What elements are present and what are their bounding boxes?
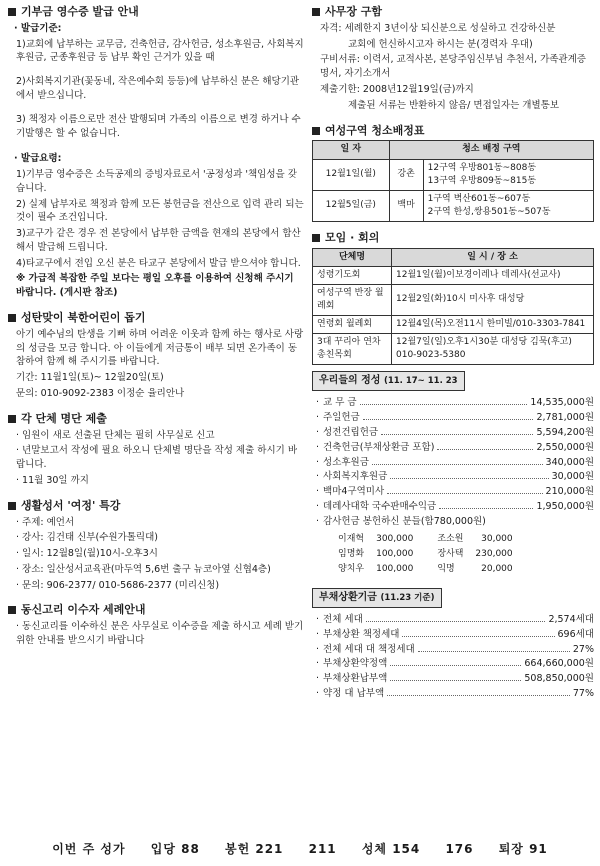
- meetings-table: [312, 248, 594, 365]
- donor-amount: 30,000: [481, 534, 513, 545]
- amount-label: 데레사대학 국수판매수익금: [323, 500, 437, 512]
- table-row: [313, 159, 594, 190]
- table-row: [313, 266, 594, 284]
- amount-label: 전체 세대: [323, 614, 363, 625]
- cleaning-area: 강촌: [389, 159, 423, 190]
- table-row: [313, 284, 594, 315]
- amount-row: · 백마4구역미사 210,000원: [316, 486, 594, 498]
- dot-leader: [390, 657, 521, 666]
- amount-value: 664,660,000원: [524, 658, 594, 670]
- amount-label: 주일헌금: [323, 412, 360, 424]
- donor-name: 조소원: [437, 534, 464, 545]
- donor-name: 양치우: [338, 564, 365, 575]
- table-header: 단체명: [313, 248, 392, 266]
- christmas-body: 아기 예수님의 탄생을 기뻐 하며 어려운 이웃과 함께 하는 행사로 사랑의 성금을 모금 합니다. 아 이들에게 저금통이 배부 되면 온가족이 동참하여 함께 해 주시기를 바랍니다.: [16, 328, 304, 368]
- bible-item: · 일시: 12월8일(월)10시-오후3시: [16, 548, 158, 560]
- debt-list: [312, 613, 594, 701]
- meeting-name: 여성구역 반장 월례회: [313, 284, 392, 315]
- amount-row: · 성전건립헌금 5,594,200원: [316, 427, 594, 438]
- bullet-square-icon: [312, 234, 320, 242]
- amount-value: 340,000원: [545, 456, 594, 468]
- amount-row: · 부채상환 책정세대 696세대: [316, 628, 594, 640]
- office-line: 제출된 서류는 반환하지 않음/ 면접일자는 개별통보: [348, 99, 560, 111]
- table-row: [313, 190, 594, 221]
- hymn-recessional: 퇴장 91: [498, 841, 548, 856]
- receipt-title: 기부금 영수증 발급 안내: [8, 4, 304, 20]
- groups-item: · 년말보고서 작성에 필요 하오니 단체별 명단을 작성 제출 하시기 바랍니다.: [16, 445, 297, 471]
- cleaning-zone: 1구역 벽산601동~607동: [427, 193, 531, 204]
- amount-label: 약정 대 납부액: [323, 687, 385, 699]
- cleaning-zone: 2구역 한성,쌍용501동~507동: [427, 206, 551, 217]
- left-column: [8, 4, 304, 650]
- amount-row: · 교 무 금 14,535,000원: [316, 397, 594, 409]
- hymn-footer: [0, 841, 600, 858]
- donor-amount: 100,000: [376, 564, 414, 575]
- amount-row: · 주일헌금 2,781,000원: [316, 412, 594, 424]
- office-title: 사무장 구함: [312, 4, 594, 20]
- table-row: [313, 315, 594, 333]
- dot-leader: [363, 411, 534, 420]
- criteria-item: 3) 책정자 이름으로만 전산 발행되며 가족의 이름으로 변경 하거나 수기발행은 할 수 없습니다.: [16, 113, 301, 139]
- cleaning-table: [312, 140, 594, 221]
- dot-leader: [372, 456, 543, 465]
- offering-period: (11. 17~ 11. 23: [383, 375, 458, 386]
- amount-label: 성전건립헌금: [323, 427, 379, 438]
- dot-leader: [439, 500, 533, 509]
- dot-leader: [387, 687, 570, 696]
- steps-item: 1)기부금 영수증은 소득공제의 증빙자료로서 '공정성과 '책임성을 갖습니다.: [16, 169, 297, 194]
- steps-item: 2) 실제 납부자로 책정과 함께 모든 봉헌금을 전산으로 입력 관리 되는것이 필수 조건입니다.: [16, 198, 304, 224]
- table-row: [332, 547, 519, 562]
- bullet-square-icon: [8, 8, 16, 16]
- steps-item: 3)교구가 같은 경우 전 본당에서 납부한 금액을 현재의 본당에서 합산해서 발급해 드립니다.: [16, 228, 301, 253]
- debt-title: 부채상환기금 (11.23 기준): [312, 588, 442, 609]
- table-row: [332, 562, 519, 577]
- cleaning-zone: 12구역 우방801동~808동: [427, 162, 537, 173]
- hymn-communion: 성체 154: [361, 841, 421, 856]
- steps-item: 4)타교구에서 전입 오신 분은 타교구 본당에서 발급 받으셔야 합니다.: [16, 257, 301, 269]
- steps-heading: · 발급요령:: [14, 153, 62, 165]
- amount-value: 77%: [572, 687, 594, 699]
- donor-amount: 300,000: [376, 534, 414, 545]
- amount-value: 1,950,000원: [536, 500, 594, 512]
- table-header: 일 시 / 장 소: [392, 248, 594, 266]
- office-line: 교회에 헌신하시고자 하시는 분(경력자 우대): [348, 38, 533, 50]
- amount-value: 27%: [572, 643, 594, 655]
- meetings-title: 모임 · 회의: [312, 230, 594, 246]
- bullet-square-icon: [312, 8, 320, 16]
- donor-amount: 20,000: [481, 564, 513, 575]
- groups-item: · 임원이 새로 선출된 단체는 필히 사무실로 신고: [16, 429, 215, 441]
- donor-amount: 230,000: [475, 549, 513, 560]
- amount-value: 2,574세대: [548, 614, 594, 625]
- criteria-item: 2)사회복지기관(꽃동네, 작은예수회 등등)에 납부하신 분은 해당기관에서 받으십니다.: [16, 76, 300, 101]
- bullet-square-icon: [8, 314, 16, 322]
- criteria-heading: · 발급기준:: [14, 22, 62, 34]
- amount-label: 전체 세대 대 책정세대: [323, 643, 415, 655]
- meeting-name: 3대 꾸리아 연차 총친목회: [313, 333, 392, 364]
- christmas-title: 성탄맞이 북한어린이 돕기: [8, 310, 304, 326]
- donors-table: [332, 532, 519, 577]
- amount-row: · 부채상환약정액 664,660,000원: [316, 658, 594, 670]
- amount-value: 5,594,200원: [536, 427, 594, 438]
- dot-leader: [381, 426, 533, 435]
- bible-item: · 장소: 일산성서교육관(마두역 5,6번 출구 뉴코아옆 신협4층): [16, 563, 271, 575]
- amount-value: 508,850,000원: [524, 673, 594, 685]
- meeting-name: 연령회 월례회: [313, 315, 392, 333]
- right-column: [312, 4, 594, 702]
- office-line: 구비서류: 이력서, 교적사본, 본당주임신부님 추천서, 가족관계증명서, 자기소개서: [320, 54, 586, 80]
- dot-leader: [387, 485, 542, 494]
- donor-amount: 100,000: [376, 549, 414, 560]
- cleaning-date: 12월5일(금): [313, 190, 390, 221]
- bible-title: 생활성서 '여정' 특강: [8, 498, 304, 514]
- donor-name: 임명화: [338, 549, 365, 560]
- criteria-item: 1)교회에 납부하는 교무금, 건축헌금, 감사헌금, 성소후원금, 사회복지후원금, 군종후원금 등 납부 확인 근거가 있을 때: [16, 38, 304, 64]
- cleaning-title: 여성구역 청소배정표: [312, 123, 594, 139]
- cleaning-zone: 13구역 우방809동~815동: [427, 175, 537, 186]
- hymn-label: 이번 주 성가: [52, 841, 126, 856]
- groups-item: · 11월 30일 까지: [16, 474, 89, 486]
- amount-value: 2,550,000원: [536, 441, 594, 453]
- dot-leader: [402, 628, 554, 637]
- amount-row: · 성소후원금 340,000원: [316, 456, 594, 468]
- christmas-period: 기간: 11월1일(토)~ 12월20일(토): [16, 372, 164, 384]
- bible-item: · 강사: 김건태 신부(수원가톨릭대): [16, 532, 158, 544]
- baptism-title: 동신고리 이수자 세례안내: [8, 602, 304, 618]
- dot-leader: [366, 613, 546, 622]
- steps-note: ※ 가급적 복잡한 주일 보다는 평일 오후를 이용하여 신청해 주시기 바랍니다. (게시판 참조): [16, 273, 294, 299]
- amount-label: 사회복지후원금: [323, 471, 388, 483]
- office-line: 자격: 세례한지 3년이상 되신분으로 성실하고 건강하신분: [320, 22, 556, 34]
- bible-item: · 문의: 906-2377/ 010-5686-2377 (미리신청): [16, 579, 220, 591]
- amount-value: 2,781,000원: [536, 412, 594, 424]
- office-line: 제출기한: 2008년12월19일(금)까지: [320, 84, 474, 95]
- table-row: [313, 333, 594, 364]
- donor-name: 이재혁: [338, 534, 365, 545]
- meeting-name: 성령기도회: [313, 266, 392, 284]
- dot-leader: [390, 470, 548, 479]
- dot-leader: [437, 441, 533, 450]
- table-row: [332, 532, 519, 547]
- thanks-label-row: · 감사헌금 봉헌하신 분들(합780,000원): [316, 515, 486, 527]
- amount-value: 14,535,000원: [530, 397, 594, 409]
- amount-row: · 건축헌금(부채상환금 포함) 2,550,000원: [316, 441, 594, 453]
- table-header: 청소 배정 구역: [389, 141, 593, 159]
- amount-value: 210,000원: [545, 486, 594, 498]
- cleaning-area: 백마: [389, 190, 423, 221]
- amount-label: 성소후원금: [323, 456, 369, 468]
- amount-row: · 전체 세대 대 책정세대 27%: [316, 643, 594, 655]
- groups-title: 각 단체 명단 제출: [8, 411, 304, 427]
- amount-row: · 약정 대 납부액 77%: [316, 687, 594, 699]
- cleaning-zones: [423, 190, 593, 221]
- dot-leader: [390, 672, 521, 681]
- meeting-detail: 12월2일(화)10시 미사후 대성당: [392, 284, 594, 315]
- dot-leader: [360, 396, 528, 405]
- donor-name: 익명: [437, 564, 455, 575]
- meeting-detail: 12월4일(목)오전11시 한미빌/010-3303-7841: [392, 315, 594, 333]
- bible-item: · 주제: 예언서: [16, 516, 75, 528]
- debt-note: (11.23 기준): [380, 592, 435, 603]
- christmas-contact: 문의: 010-9092-2383 이정순 율리안나: [16, 387, 185, 399]
- donor-name: 장사택: [437, 549, 464, 560]
- meeting-detail: 12월7일(일)오후1시30분 대성당 김묵(후고) 010-9023-5380: [392, 333, 594, 364]
- hymn-offertory: 봉헌 221: [224, 841, 284, 856]
- amount-row: · 부채상환납부액 508,850,000원: [316, 673, 594, 685]
- amount-row: · 데레사대학 국수판매수익금 1,950,000원: [316, 500, 594, 512]
- offering-list: [312, 396, 594, 513]
- baptism-body: · 동신교리를 이수하신 분은 사무실로 이수증을 제출 하시고 세례 받기 위한 안내를 받으시기 바랍니다: [16, 621, 304, 647]
- amount-label: 부채상환 책정세대: [323, 628, 400, 640]
- hymn-entrance: 입당 88: [150, 841, 200, 856]
- amount-value: 696세대: [557, 628, 594, 640]
- amount-label: 부채상환납부액: [323, 673, 388, 685]
- hymn-communion-2: 176: [445, 841, 474, 856]
- amount-row: · 전체 세대 2,574세대: [316, 614, 594, 625]
- bullet-square-icon: [8, 502, 16, 510]
- bullet-square-icon: [8, 415, 16, 423]
- amount-label: 건축헌금(부채상환금 포함): [323, 441, 435, 453]
- meeting-detail: 12월1일(월)이보경이레나 데레사(선교사): [392, 266, 594, 284]
- amount-label: 교 무 금: [323, 397, 357, 409]
- cleaning-date: 12월1일(월): [313, 159, 390, 190]
- hymn-offertory-2: 211: [308, 841, 337, 856]
- bullet-square-icon: [8, 606, 16, 614]
- offering-title: 우리들의 정성 (11. 17~ 11. 23: [312, 371, 465, 392]
- table-header: 일 자: [313, 141, 390, 159]
- amount-label: 백마4구역미사: [323, 486, 385, 498]
- amount-label: 부채상환약정액: [323, 658, 388, 670]
- amount-value: 30,000원: [551, 471, 594, 483]
- cleaning-zones: [423, 159, 593, 190]
- bullet-square-icon: [312, 127, 320, 135]
- dot-leader: [418, 643, 570, 652]
- thanks-label: 감사헌금 봉헌하신 분들(합780,000원): [323, 515, 486, 527]
- amount-row: · 사회복지후원금 30,000원: [316, 471, 594, 483]
